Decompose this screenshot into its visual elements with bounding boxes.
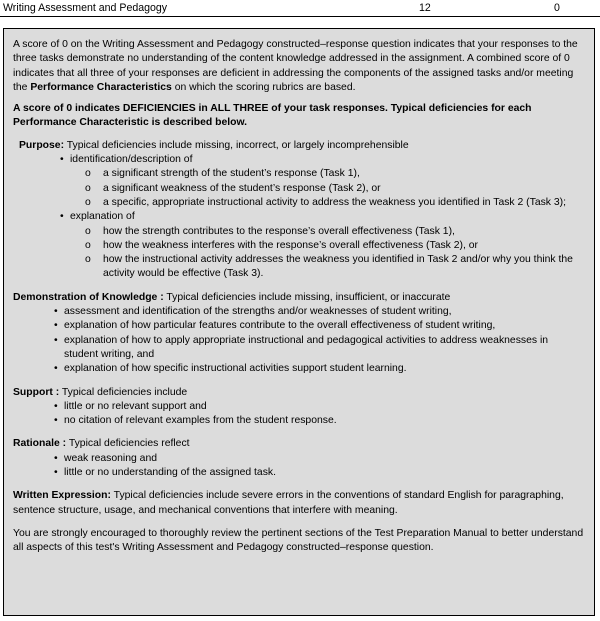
list-item: [13, 466, 584, 480]
sub-text: a specific, appropriate instructional activity to address the weakness you identified in Task 2 (Task 3);: [103, 196, 567, 208]
sub-marker: o: [85, 168, 91, 180]
list-item: [13, 334, 584, 363]
sub-list-item: [19, 253, 584, 282]
closing-paragraph: You are strongly encouraged to thoroughly review the pertinent sections of the Test Preparation Manual to better understand all aspects of this test's Writing Assessment and Pedagogy constructed–response question.: [13, 527, 584, 554]
bullet-marker: •: [54, 467, 58, 479]
bullet-text: weak reasoning and: [64, 452, 158, 464]
sub-text: a significant weakness of the student’s response (Task 2), or: [103, 182, 381, 194]
sub-marker: o: [85, 225, 91, 237]
header-title: Writing Assessment and Pedagogy: [3, 2, 168, 14]
rationale-label: Rationale :: [13, 438, 67, 450]
list-item: [19, 210, 584, 224]
bullet-marker: •: [54, 452, 58, 464]
purpose-heading: [19, 139, 584, 153]
knowledge-label: Demonstration of Knowledge :: [13, 291, 164, 303]
lead-statement: A score of 0 indicates DEFICIENCIES in ALL THREE of your task responses. Typical deficiencies for each Performance Characteristic is described below.: [13, 103, 532, 129]
bullet-text: assessment and identification of the strengths and/or weaknesses of student writing,: [64, 306, 452, 318]
written-expression-text: Typical deficiencies include severe errors in the conventions of standard English for paragraphing, sentence structure, usage, and mechanical conventions that interfere with meaning.: [13, 490, 564, 516]
written-expression-section: [13, 489, 584, 518]
bullet-text: explanation of: [70, 211, 135, 223]
knowledge-text: Typical deficiencies include missing, insufficient, or inaccurate: [163, 291, 451, 303]
bullet-text: little or no understanding of the assigned task.: [64, 467, 276, 479]
header-score: 12: [419, 2, 431, 14]
intro-paragraph: [13, 38, 584, 95]
written-expression-paragraph: [13, 489, 584, 518]
intro-text-after: on which the scoring rubrics are based.: [171, 81, 356, 93]
sub-marker: o: [85, 254, 91, 266]
bullet-text: no citation of relevant examples from the student response.: [64, 415, 337, 427]
intro-text-before: A score of 0 on the Writing Assessment and Pedagogy constructed–response question indicates that your responses to the three tasks demonstrate no understanding of the content knowledge addressed in the assignment. A combined score of 0 indicates that all three of your responses are deficient in addressing the components of the assigned tasks and/or meeting the: [13, 39, 578, 93]
bullet-marker: •: [60, 154, 64, 166]
bullet-marker: •: [54, 334, 58, 346]
list-item: [13, 414, 584, 428]
sub-list-item: [19, 167, 584, 181]
bullet-text: explanation of how to apply appropriate instructional and pedagogical activities to address weaknesses in student writing, and: [64, 334, 549, 360]
knowledge-heading: [13, 291, 584, 305]
bullet-text: little or no relevant support and: [64, 400, 207, 412]
sub-list-item: [19, 225, 584, 239]
support-section: [13, 386, 584, 429]
sub-list-item: [19, 182, 584, 196]
sub-list-item: [19, 239, 584, 253]
written-expression-label: Written Expression:: [13, 490, 111, 502]
rationale-section: [13, 437, 584, 480]
bullet-marker: •: [54, 306, 58, 318]
support-label: Support :: [13, 386, 60, 398]
bullet-marker: •: [54, 400, 58, 412]
page-header: [0, 0, 600, 17]
bullet-text: identification/description of: [70, 154, 193, 166]
sub-text: how the weakness interferes with the response’s overall effectiveness (Task 2), or: [103, 239, 479, 251]
bullet-text: explanation of how particular features contribute to the overall effectiveness of student writing,: [64, 320, 496, 332]
list-item: [13, 362, 584, 376]
bullet-marker: •: [54, 320, 58, 332]
sub-text: how the strength contributes to the response’s overall effectiveness (Task 1),: [103, 225, 455, 237]
bullet-marker: •: [54, 363, 58, 375]
support-heading: [13, 386, 584, 400]
purpose-section: [13, 139, 584, 282]
list-item: [13, 319, 584, 333]
sub-text: a significant strength of the student’s response (Task 1),: [103, 168, 360, 180]
rationale-text: Typical deficiencies reflect: [66, 438, 190, 450]
support-text: Typical deficiencies include: [59, 386, 188, 398]
bullet-marker: •: [60, 211, 64, 223]
sub-list-item: [19, 196, 584, 210]
purpose-text: Typical deficiencies include missing, incorrect, or largely incomprehensible: [64, 139, 409, 151]
sub-text: how the instructional activity addresses the weakness you identified in Task 2 and/or why you think the activity would be effective (Task 3).: [103, 254, 573, 280]
bullet-marker: •: [54, 415, 58, 427]
intro-bold: Performance Characteristics: [30, 81, 172, 93]
sub-marker: o: [85, 182, 91, 194]
list-item: [13, 305, 584, 319]
list-item: [13, 452, 584, 466]
bullet-text: explanation of how specific instructional activities support student learning.: [64, 363, 407, 375]
header-value: 0: [554, 2, 560, 14]
knowledge-section: [13, 291, 584, 377]
purpose-label: Purpose:: [19, 139, 65, 151]
sub-marker: o: [85, 239, 91, 251]
list-item: [19, 153, 584, 167]
sub-marker: o: [85, 196, 91, 208]
score-description-box: [3, 28, 595, 616]
list-item: [13, 400, 584, 414]
rationale-heading: [13, 437, 584, 451]
